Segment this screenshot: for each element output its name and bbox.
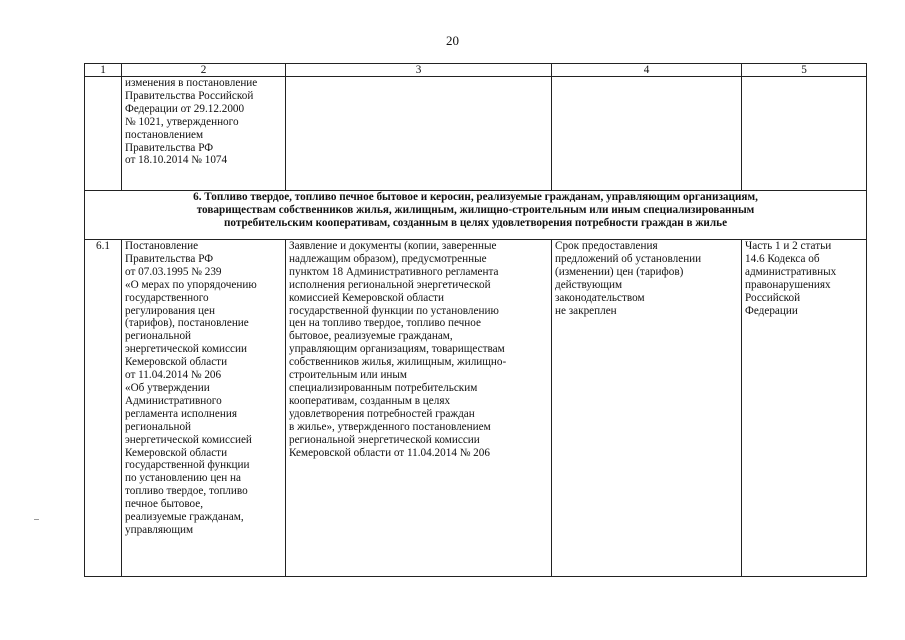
cell-deadline — [552, 240, 742, 577]
text-line: предложений об установлении — [555, 252, 702, 265]
cell-liability — [742, 240, 867, 577]
text-line: Правительства РФ — [125, 252, 214, 265]
text-line: законодательством — [555, 291, 645, 304]
text-line: Кемеровской области — [125, 356, 228, 369]
regulation-table — [84, 63, 867, 577]
header-col-5: 5 — [742, 64, 867, 77]
text-line: цен на топливо твердое, топливо печное — [289, 317, 481, 330]
scan-artifact — [34, 519, 39, 520]
heading-line: товариществам собственников жилья, жилищным, жилищно-строительным или иным специализированным — [196, 203, 755, 216]
table-header-row — [85, 64, 867, 77]
text-line: регламента исполнения — [125, 407, 237, 420]
text-line: № 1021, утвержденного — [125, 115, 239, 128]
section-heading — [85, 191, 867, 240]
text-line: по установлению цен на — [125, 472, 242, 485]
text-line: изменения в постановление — [125, 77, 258, 89]
cell-deadline — [552, 77, 742, 191]
header-col-3: 3 — [286, 64, 552, 77]
text-line: в жилье», утвержденного постановлением — [289, 420, 491, 433]
cell-num — [85, 77, 122, 191]
text-line: удовлетворения потребностей граждан — [289, 407, 475, 420]
text-line: надлежащим образом), предусмотренные — [289, 252, 487, 265]
header-col-1: 1 — [85, 64, 122, 77]
text-line: энергетической комиссией — [125, 433, 252, 446]
text-line: «Об утверждении — [125, 381, 210, 394]
text-line: Заявление и документы (копии, заверенные — [289, 240, 497, 252]
text-line: действующим — [555, 278, 623, 291]
header-col-2: 2 — [122, 64, 286, 77]
text-line: постановлением — [125, 128, 204, 141]
cell-legal-basis — [122, 240, 286, 577]
table-row-continuation — [85, 77, 867, 191]
text-line: регулирования цен — [125, 304, 215, 317]
cell-num: 6.1 — [85, 240, 122, 577]
table-row-6-1 — [85, 240, 867, 577]
text-line: бытовое, реализуемые гражданам, — [289, 330, 453, 343]
cell-liability — [742, 77, 867, 191]
text-line: Срок предоставления — [555, 240, 658, 252]
text-line: Федерации — [745, 304, 798, 317]
text-line: 14.6 Кодекса об — [745, 252, 820, 265]
text-line: исполнения региональной энергетической — [289, 278, 491, 291]
text-line: строительным или иным — [289, 369, 408, 382]
text-line: управляющим организациям, товариществам — [289, 343, 505, 356]
text-line: печное бытовое, — [125, 498, 204, 511]
section-heading-row — [85, 191, 867, 240]
text-line: кооперативам, созданным в целях — [289, 394, 451, 407]
text-line: правонарушениях — [745, 278, 831, 291]
text-line: (изменении) цен (тарифов) — [555, 265, 684, 278]
text-line: Кемеровской области от 11.04.2014 № 206 — [289, 446, 490, 459]
heading-line: 6. Топливо твердое, топливо печное бытовое и керосин, реализуемые гражданам, управляющим организациям, — [193, 191, 758, 203]
text-line: специализированным потребительским — [289, 381, 478, 394]
text-line: региональной — [125, 330, 192, 343]
text-line: Часть 1 и 2 статьи — [745, 240, 832, 252]
text-line: Кемеровской области — [125, 446, 228, 459]
text-line: комиссией Кемеровской области — [289, 291, 445, 304]
text-line: от 18.10.2014 № 1074 — [125, 154, 228, 167]
text-line: государственной функции — [125, 459, 250, 472]
text-line: Административного — [125, 394, 222, 407]
header-col-4: 4 — [552, 64, 742, 77]
text-line: реализуемые гражданам, — [125, 511, 244, 524]
text-line: Российской — [745, 291, 801, 304]
text-line: государственной функции по установлению — [289, 304, 499, 317]
text-line: собственников жилья, жилищным, жилищно- — [289, 356, 507, 369]
text-line: Правительства РФ — [125, 141, 214, 154]
text-line: «О мерах по упорядочению — [125, 278, 257, 291]
cell-documents — [286, 77, 552, 191]
text-line: от 11.04.2014 № 206 — [125, 369, 222, 382]
text-line: управляющим — [125, 523, 194, 536]
text-line: Постановление — [125, 240, 199, 252]
text-line: (тарифов), постановление — [125, 317, 249, 330]
text-line: топливо твердое, топливо — [125, 485, 248, 498]
text-line: административных — [745, 265, 837, 278]
text-line: региональной — [125, 420, 192, 433]
text-line: региональной энергетической комиссии — [289, 433, 480, 446]
text-line: пунктом 18 Административного регламента — [289, 265, 499, 278]
page-number: 20 — [446, 33, 459, 48]
text-line: Федерации от 29.12.2000 — [125, 102, 245, 115]
text-line: энергетической комиссии — [125, 343, 247, 356]
text-line: Правительства Российской — [125, 89, 254, 102]
cell-legal-basis — [122, 77, 286, 191]
text-line: не закреплен — [555, 304, 617, 317]
cell-documents — [286, 240, 552, 577]
heading-line: потребительским кооперативам, созданным в целях удовлетворения потребности граждан в жилье — [223, 216, 728, 229]
text-line: от 07.03.1995 № 239 — [125, 265, 222, 278]
text-line: государственного — [125, 291, 209, 304]
